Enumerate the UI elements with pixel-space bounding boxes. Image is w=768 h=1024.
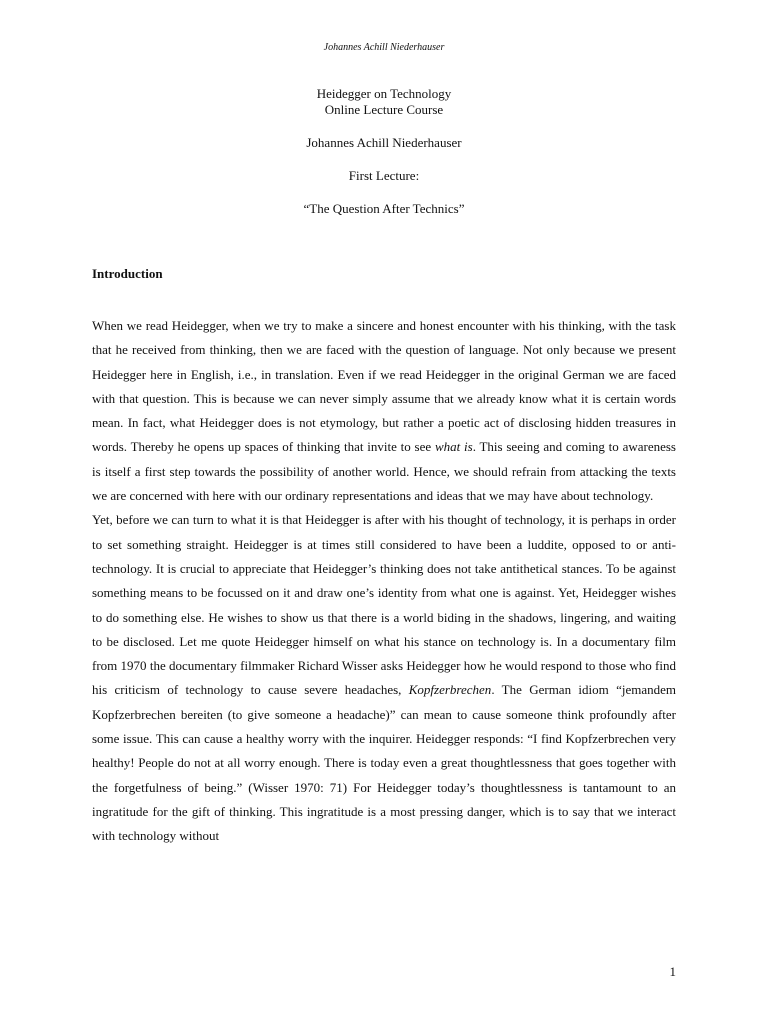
running-header: Johannes Achill Niederhauser (323, 42, 445, 53)
lecture-label: First Lecture: (348, 168, 420, 183)
document-title: Heidegger on Technology (316, 86, 452, 101)
page-number: 1 (669, 964, 676, 979)
emphasis: what is (434, 439, 473, 455)
document-subtitle: Online Lecture Course (324, 102, 444, 117)
body-text (92, 314, 676, 849)
author-name: Johannes Achill Niederhauser (306, 135, 462, 150)
title-block (0, 86, 768, 217)
section-heading: Introduction (92, 266, 163, 281)
paragraph: Yet, before we can turn to what it is that Heidegger is after with his thought of technology, it is perhaps in order to set something straight. Heidegger is at times still considered to have been a luddite, opposed to or anti-technology. It is crucial to appreciate that Heidegger’s thinking does not take antithetical stances. To be against something means to be focussed on it and draw one’s identity from what one is against. Yet, Heidegger wishes to do something else. He wishes to show us that there is a world biding in the shadows, lingering, and waiting to be disclosed. Let me quote Heidegger himself on what his stance on technology is. In a documentary film from 1970 the documentary filmmaker Richard Wisser asks Heidegger how he would respond to those who find his criticism of technology to cause severe headaches, Kopfzerbrechen. The German idiom “jemandem Kopfzerbrechen bereiten (to give someone a headache)” can mean to cause someone think profoundly after some issue. This can cause a healthy worry with the inquirer. Heidegger responds: “I find Kopfzerbrechen very healthy! People do not at all worry enough. There is today even a great thoughtlessness that goes together with the forgetfulness of being.” (Wisser 1970: 71) For Heidegger today’s thoughtlessness is tantamount to an ingratitude for the gift of thinking. This ingratitude is a most pressing danger, which is to say that we interact with technology without (92, 512, 676, 844)
paragraph: When we read Heidegger, when we try to make a sincere and honest encounter with his thinking, with the task that he received from thinking, then we are faced with the question of language. Not only because we present Heidegger here in English, i.e., in translation. Even if we read Heidegger in the original German we are faced with that question. This is because we can never simply assume that we already know what it is certain words mean. In fact, what Heidegger does is not etymology, but rather a poetic act of disclosing hidden treasures in words. Thereby he opens up spaces of thinking that invite to see what is. This seeing and coming to awareness is itself a first step towards the possibility of another world. Hence, we should refrain from attacking the texts we are concerned with here with our ordinary representations and ideas that we may have about technology. (92, 318, 676, 504)
lecture-title: “The Question After Technics” (303, 201, 465, 216)
emphasis: Kopfzerbrechen (408, 682, 492, 698)
